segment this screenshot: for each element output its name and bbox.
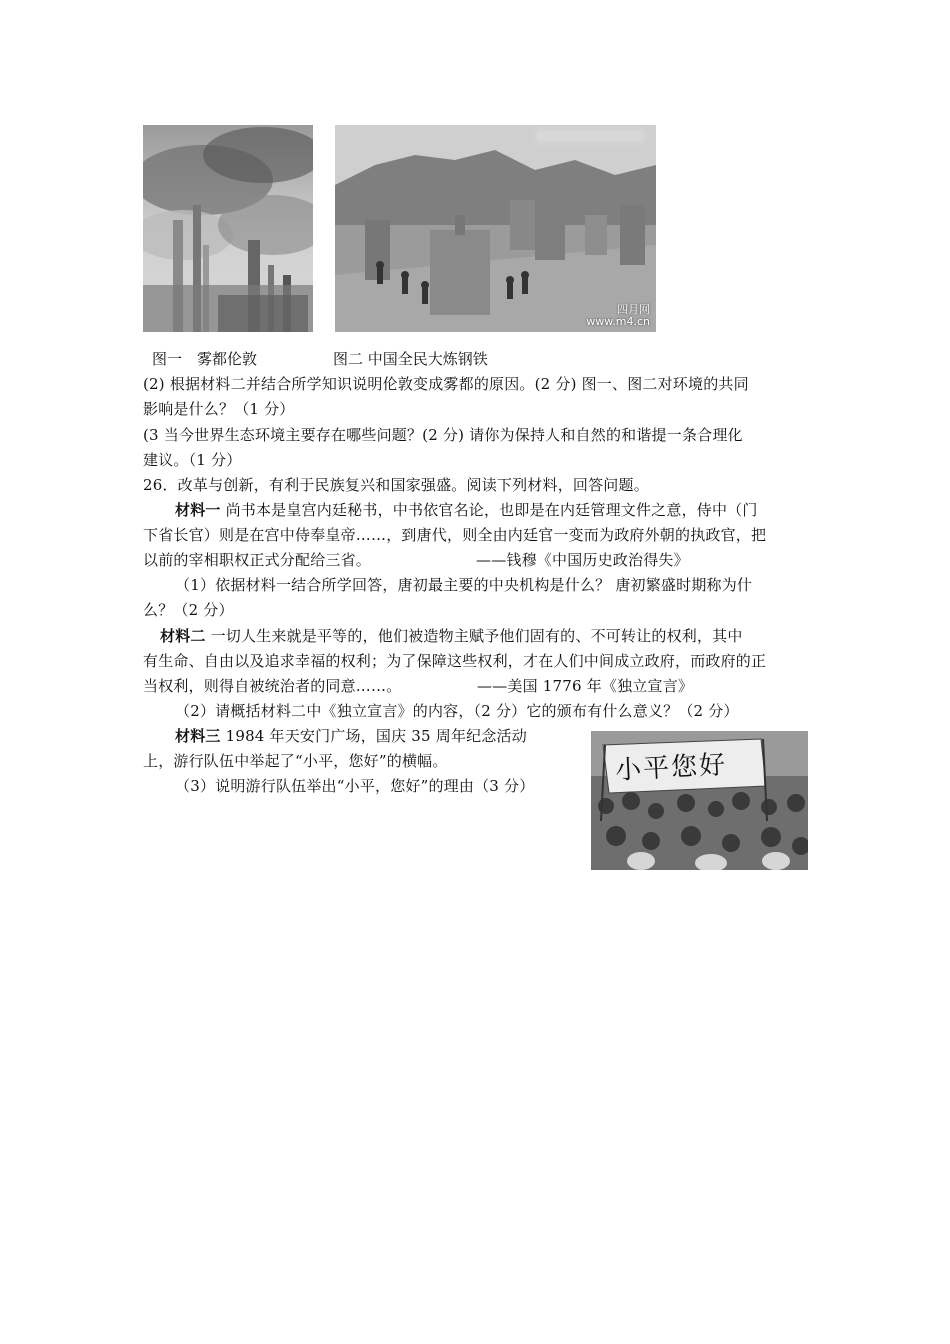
fig1-london-fog-photo (143, 125, 313, 332)
q26-question1-line1: （1）依据材料一结合所学回答，唐初最主要的中央机构是什么？ 唐初繁盛时期称为什 (175, 576, 753, 594)
q26-material1-line3 (143, 548, 689, 572)
material2-text: 一切人生来就是平等的，他们被造物主赋予他们固有的、不可转让的权利，其中 (205, 627, 743, 645)
smokestacks-illustration (143, 125, 313, 332)
q26-material2-line2: 有生命、自由以及追求幸福的权利；为了保障这些权利，才在人们中间成立政府，而政府的正 (143, 652, 767, 670)
blurred-watermark (535, 129, 645, 143)
fig2-steelmaking-photo (335, 125, 656, 332)
q26-material1-line2: 下省长官）则是在宫中侍奉皇帝……，到唐代，则全由内廷官一变而为政府外朝的执政官，把 (143, 526, 767, 544)
watermark-url: www.m4.cn (586, 315, 650, 328)
furnaces-illustration (335, 125, 656, 332)
q25-part3-line1: (3 当今世界生态环境主要存在哪些问题？(2 分) 请你为保持人和自然的和谐提一条合理化 (143, 426, 743, 444)
material1-text: 尚书本是皇宫内廷秘书，中书依官名论，也即是在内廷管理文件之意，侍中（门 (220, 501, 758, 519)
q25-part3-line2: 建议。（1 分） (143, 451, 242, 469)
fig2-watermark (586, 304, 650, 328)
q26-material1-line1 (175, 498, 758, 522)
q26-material2-line1 (160, 624, 743, 648)
banner-text: 小平您好 (614, 750, 728, 786)
material1-source: ——钱穆《中国历史政治得失》 (476, 551, 689, 569)
q25-part2-line1: (2) 根据材料二并结合所学知识说明伦敦变成雾都的原因。(2 分) 图一、图二对环境的共同 (143, 375, 749, 393)
material3-label: 材料三 (175, 727, 221, 745)
material2-text-end: 当权利，则得自被统治者的同意……。 (143, 677, 402, 695)
q26-intro: 26．改革与创新，有利于民族复兴和国家强盛。阅读下列材料，回答问题。 (143, 476, 649, 494)
material1-text-end: 以前的宰相职权正式分配给三省。 (143, 551, 372, 569)
material2-label: 材料二 (160, 627, 206, 645)
q26-material3-line1 (175, 724, 527, 748)
q26-question3: （3）说明游行队伍举出“小平，您好”的理由（3 分） (175, 777, 535, 795)
watermark-site-name: 四月网 (617, 303, 650, 316)
q25-part2-line2: 影响是什么？（1 分） (143, 400, 295, 418)
material3-text: 1984 年天安门广场，国庆 35 周年纪念活动 (220, 727, 527, 745)
q26-material3-line2: 上，游行队伍中举起了“小平，您好”的横幅。 (143, 752, 448, 770)
fig2-caption: 图二 中国全民大炼钢铁 (333, 350, 488, 368)
q26-material2-line3 (143, 674, 694, 698)
q26-question2: （2）请概括材料二中《独立宣言》的内容，（2 分）它的颁布有什么意义？（2 分） (175, 702, 739, 720)
material2-source: ——美国 1776 年《独立宣言》 (477, 677, 694, 695)
fig3-parade-banner-photo (591, 731, 808, 870)
material1-label: 材料一 (175, 501, 221, 519)
q26-question1-line2: 么？（2 分） (143, 601, 234, 619)
fig1-caption: 图一 雾都伦敦 (152, 350, 258, 368)
